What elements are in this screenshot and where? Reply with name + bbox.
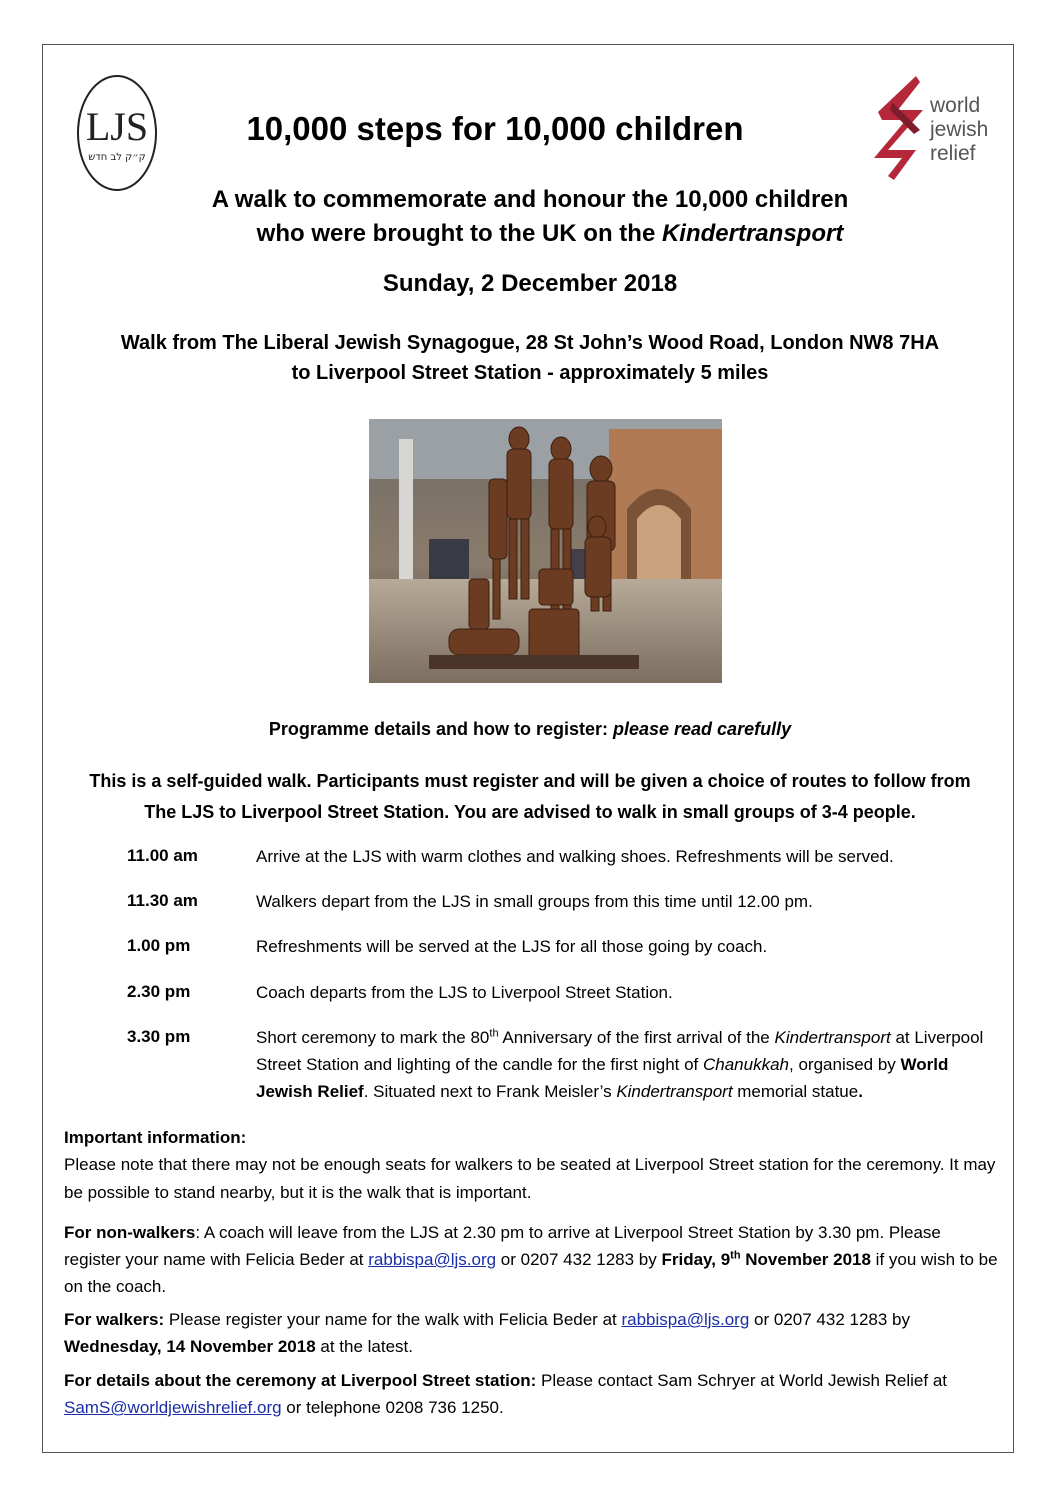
email-link-rabbispa[interactable]: rabbispa@ljs.org	[621, 1310, 750, 1329]
email-link-rabbispa[interactable]: rabbispa@ljs.org	[368, 1250, 497, 1269]
schedule-description: Walkers depart from the LJS in small groups from this time until 12.00 pm.	[256, 892, 813, 911]
walk-intro-line-1: This is a self-guided walk. Participants must register and will be given a choice of routes to follow from	[89, 771, 971, 791]
schedule-time: 2.30 pm	[127, 982, 191, 1001]
programme-heading-note: please read carefully	[612, 719, 792, 739]
programme-heading	[60, 719, 1000, 740]
chanukkah-term: Chanukkah	[703, 1055, 790, 1074]
ljs-logo-hebrew: ק״ק לב חדש	[88, 152, 146, 163]
walk-route-line-2: to Liverpool Street Station - approximately 5 miles	[291, 362, 769, 384]
kindertransport-statue-photo	[369, 419, 722, 683]
ceremony-text: , organised by	[789, 1055, 901, 1074]
walk-route-line-1: Walk from The Liberal Jewish Synagogue, 28 St John’s Wood Road, London NW8 7HA	[120, 332, 940, 354]
ceremony-text: Short ceremony to mark the 80	[256, 1028, 490, 1047]
programme-heading-text: Programme details and how to register:	[268, 719, 613, 739]
walkers-deadline: Wednesday, 14 November 2018	[64, 1337, 316, 1356]
organiser-name: World Jewish Relief	[256, 1055, 949, 1101]
ceremony-text: . Situated next to Frank Meisler’s	[363, 1082, 617, 1101]
walkers-text: or 0207 432 1283 by	[749, 1310, 910, 1329]
wjr-word-world: world	[930, 94, 981, 117]
schedule-description: Coach departs from the LJS to Liverpool Street Station.	[256, 983, 673, 1002]
subtitle	[60, 183, 1000, 251]
schedule-time: 11.30 am	[127, 891, 198, 910]
ljs-logo-letters: LJS	[85, 104, 149, 149]
walk-intro	[60, 766, 1000, 828]
subtitle-line-1: A walk to commemorate and honour the 10,000 children	[211, 186, 849, 213]
subtitle-line-2	[60, 217, 1000, 251]
walk-intro-line-2: The LJS to Liverpool Street Station. You are advised to walk in small groups of 3-4 people.	[144, 802, 916, 822]
world-jewish-relief-logo	[868, 72, 998, 188]
walkers-info	[64, 1306, 999, 1360]
non-walkers-text: if you wish to be on the coach.	[64, 1250, 998, 1296]
ceremony-text: Anniversary of the first arrival of the	[498, 1028, 775, 1047]
schedule-description: Arrive at the LJS with warm clothes and walking shoes. Refreshments will be served.	[256, 847, 894, 866]
page-title: 10,000 steps for 10,000 children	[246, 110, 744, 147]
email-link-sams[interactable]: SamS@worldjewishrelief.org	[64, 1398, 282, 1417]
walkers-text: at the latest.	[315, 1337, 414, 1356]
important-text: Please note that there may not be enough seats for walkers to be seated at Liverpool Street station for the ceremony. It may be possible to stand nearby, but it is the walk that is important.	[64, 1155, 996, 1202]
subtitle-kindertransport: Kindertransport	[661, 220, 844, 247]
subtitle-line-2-text: who were brought to the UK on the	[256, 220, 662, 247]
ceremony-details-info	[64, 1367, 999, 1421]
non-walkers-deadline	[662, 1250, 871, 1269]
walk-route	[60, 328, 1000, 388]
wjr-word-relief: relief	[930, 142, 976, 165]
ceremony-text: at Liverpool Street Station and lighting of the candle for the first night of	[256, 1028, 984, 1074]
ceremony-details-label: For details about the ceremony at Liverpool Street station:	[64, 1371, 537, 1390]
non-walkers-label: For non-walkers	[64, 1223, 196, 1242]
non-walkers-text: : A coach will leave from the LJS at 2.30 pm to arrive at Liverpool Street Station by 3.30 pm. Please register your name with Felicia Beder at	[64, 1223, 941, 1269]
kindertransport-term: Kindertransport	[616, 1082, 733, 1101]
schedule-time: 11.00 am	[127, 846, 198, 865]
schedule-description	[256, 1024, 1001, 1105]
important-heading: Important information:	[64, 1128, 247, 1147]
ceremony-details-text: or telephone 0208 736 1250.	[281, 1398, 504, 1417]
deadline-text: November 2018	[740, 1250, 871, 1269]
deadline-text: Friday, 9	[661, 1250, 731, 1269]
ljs-logo	[76, 74, 158, 192]
ordinal-suffix: th	[489, 1027, 499, 1040]
ordinal-suffix: th	[730, 1249, 741, 1262]
non-walkers-info	[64, 1219, 999, 1300]
ceremony-text: memorial statue	[732, 1082, 859, 1101]
wjr-word-jewish: jewish	[930, 118, 989, 141]
schedule-time: 3.30 pm	[127, 1027, 191, 1046]
walkers-text: Please register your name for the walk with Felicia Beder at	[164, 1310, 622, 1329]
walkers-label: For walkers:	[64, 1310, 165, 1329]
ceremony-end-period: .	[858, 1082, 863, 1101]
event-date: Sunday, 2 December 2018	[382, 270, 678, 297]
ceremony-details-text: Please contact Sam Schryer at World Jewish Relief at	[536, 1371, 948, 1390]
schedule-time: 1.00 pm	[127, 936, 191, 955]
important-information	[64, 1124, 999, 1207]
kindertransport-term: Kindertransport	[774, 1028, 891, 1047]
non-walkers-text: or 0207 432 1283 by	[496, 1250, 662, 1269]
schedule-description: Refreshments will be served at the LJS for all those going by coach.	[256, 937, 768, 956]
